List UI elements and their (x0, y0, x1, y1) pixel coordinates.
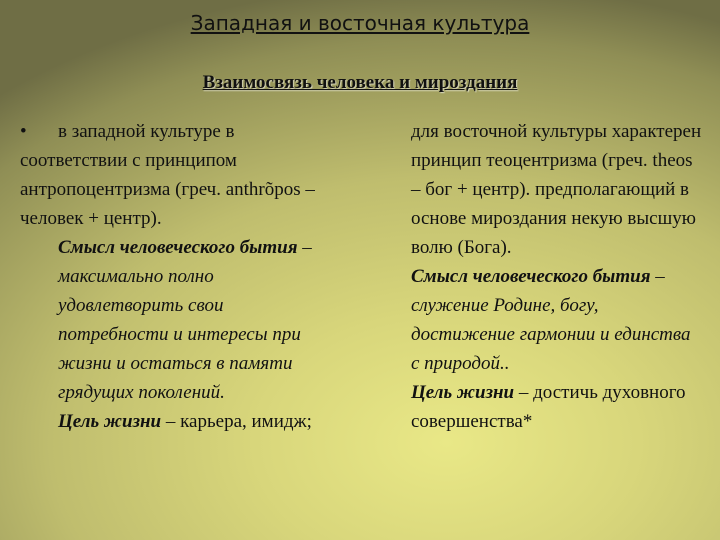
right-goal-paragraph (373, 378, 703, 436)
left-intro-text: в западной культуре в соответствии с принципом антропоцентризма (греч. anthrõpos – человек + центр). (20, 121, 315, 229)
right-meaning-term: Смысл человеческого бытия (411, 266, 651, 287)
right-intro-text: для восточной культуры характерен принцип теоцентризма (греч. theos – бог + центр). предполагающий в основе мироздания некую высшую волю (Бога). (411, 121, 702, 258)
left-column (20, 117, 338, 436)
right-goal-term: Цель жизни (411, 382, 515, 403)
slide-subtitle: Взаимосвязь человека и мироздания (202, 72, 518, 93)
right-goal-text: – достичь духовного совершенства* (411, 382, 686, 432)
right-meaning-paragraph (373, 262, 703, 378)
right-column (373, 117, 703, 436)
left-intro-paragraph (20, 117, 338, 233)
bullet-marker: • (20, 121, 27, 142)
left-goal-term: Цель жизни (58, 411, 162, 432)
left-meaning-paragraph (20, 233, 338, 407)
right-intro-paragraph (373, 117, 703, 262)
left-goal-text: – карьера, имидж; (161, 411, 312, 432)
left-meaning-term: Смысл человеческого бытия (58, 237, 298, 258)
left-goal-paragraph (20, 407, 338, 436)
right-meaning-text: – служение Родине, богу, достижение гармонии и единства с природой.. (411, 266, 691, 374)
left-meaning-text: – максимально полно удовлетворить свои потребности и интересы при жизни и остаться в памяти грядущих поколений. (58, 237, 312, 403)
slide-title: Западная и восточная культура (190, 11, 530, 35)
